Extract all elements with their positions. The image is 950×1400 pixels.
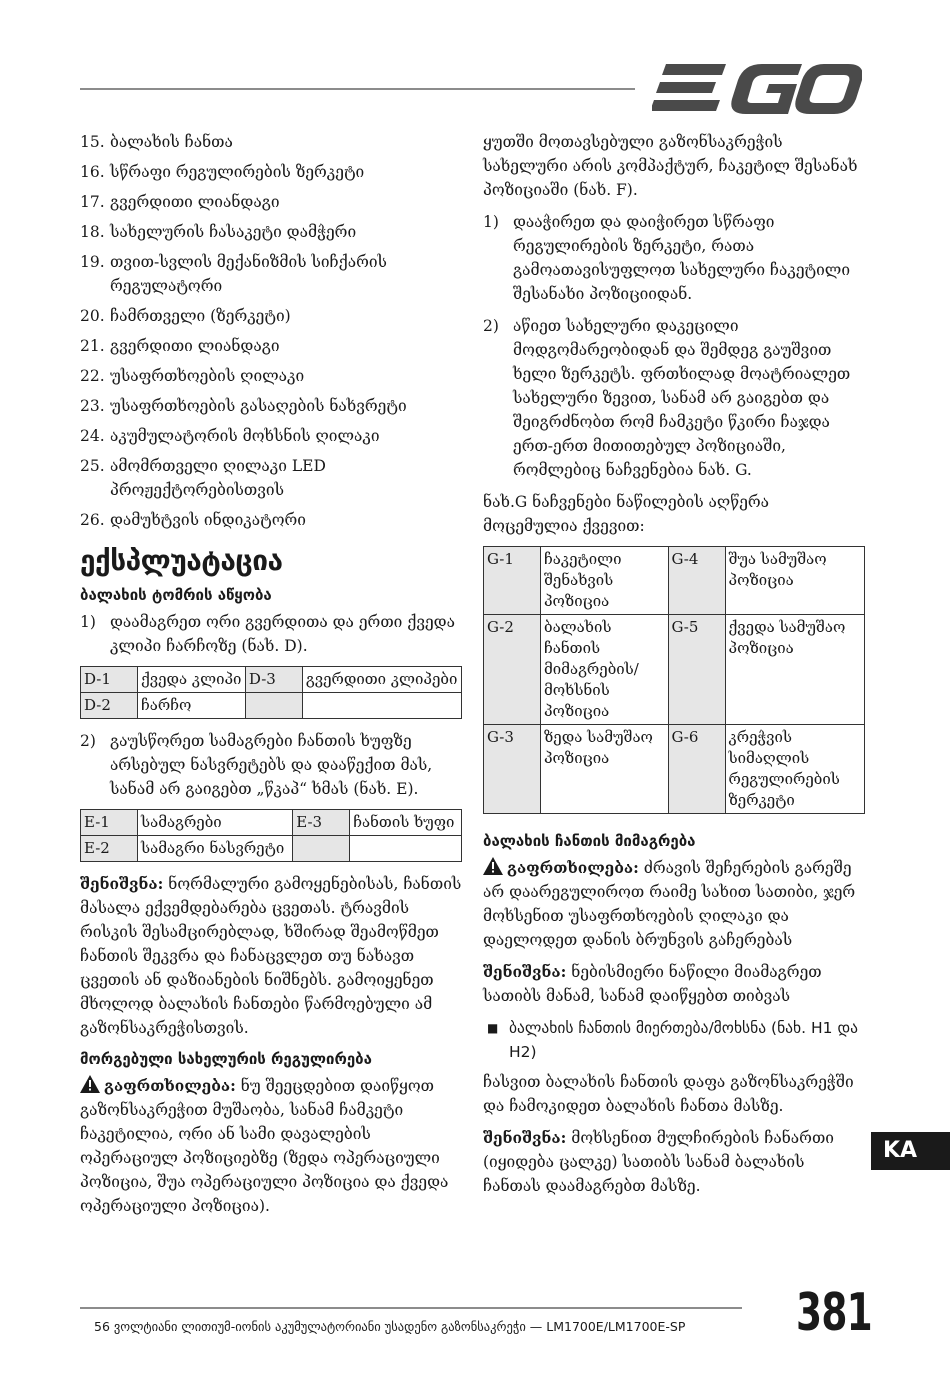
paragraph: ყუთში მოთავსებული გაზონსაკრეჭის სახელური არის კომპაქტურ, ჩაკეტილ შესანახ პოზიციაში (ნახ. F). <box>483 133 858 199</box>
list-item: 22. უსაფრთხოების ღილაკი <box>80 367 305 385</box>
list-item: 17. გვერდითი ლიანდაგი <box>80 193 280 211</box>
list-item: 15. ბალახის ჩანთა <box>80 133 233 151</box>
list-item: 20. ჩამრთველი (ზერკეტი) <box>80 307 291 325</box>
header-rule <box>80 88 635 90</box>
paragraph: ჩასვით ბალახის ჩანთის დაფა გაზონსაკრეჭში და ჩამოკიდეთ ბალახის ჩანთა მასზე. <box>483 1073 854 1115</box>
list-item: 18. სახელურის ჩასაკეტი დამჭერი <box>80 223 357 241</box>
footer-rule <box>80 1307 742 1309</box>
table-row: D-2 ჩარჩო <box>81 693 462 719</box>
list-item: 26. დამუხტვის ინდიკატორი <box>80 511 306 529</box>
warning-icon <box>483 857 503 875</box>
note-paragraph: შენიშვნა: ნებისმიერი ნაწილი მიამაგრეთ სათიბს მანამ, სანამ დაიწყებთ თიბვას <box>483 962 822 1005</box>
ego-logo <box>652 62 862 118</box>
note-paragraph: შენიშვნა: მოხსენით მულჩირების ჩანართი (იყიდება ცალკე) სათიბს სანამ ბალახის ჩანთას დაამაგრებთ მასზე. <box>483 1128 834 1195</box>
right-column <box>483 130 865 1206</box>
list-item: 24. აკუმულატორის მოხსნის ღილაკი <box>80 427 380 445</box>
step-item: 2) გაუსწორეთ სამაგრები ჩანთის ხუფზე არსებულ ნასვრეტებს და დააწექით მას, სანამ არ გაიგებთ „წკაპ“ ხმას (ნახ. E). <box>80 732 433 798</box>
subsection-heading: მორგებული სახელურის რეგულირება <box>80 1050 372 1068</box>
table-intro: ნახ.G ნაჩვენები ნაწილების აღწერა მოცემულია ქვევით: <box>483 493 770 535</box>
subsection-heading: ბალახის ტომრის აწყობა <box>80 586 272 604</box>
table-row: G-3 ზედა სამუშაო პოზიცია G-6 კრეჭვის სიმაღლის რეგულირების ზერკეტი <box>484 725 865 814</box>
footer-text: 56 ვოლტიანი ლითიუმ-იონის აკუმულატორიანი უსადენო გაზონსაკრეჭი — LM1700E/LM1700E-SP <box>94 1319 686 1334</box>
list-item: 21. გვერდითი ლიანდაგი <box>80 337 280 355</box>
figure-e-table <box>80 809 462 862</box>
step-item: 2) აწიეთ სახელური დაკეცილი მოდგომარეობიდან და შემდეგ გაუშვით ხელი ზერკეტს. ფრთხილად მოატრიალეთ სახელური ზევით, სანამ არ გაიგებთ და შეიგრძნობთ რომ ჩამკეტი წკირი ჩაჯდა ერთ-ერთ მითითებულ პოზიციაში, რომლებიც ნაჩვენებია ნახ. G. <box>483 317 851 479</box>
list-item: 16. სწრაფი რეგულირების ზერკეტი <box>80 163 365 181</box>
bullet-icon: ■ <box>487 1021 499 1035</box>
page-number: 381 <box>796 1283 872 1343</box>
figure-d-table <box>80 666 462 719</box>
table-row: G-2 ბალახის ჩანთის მიმაგრების/ მოხსნის პოზიცია G-5 ქვედა სამუშაო პოზიცია <box>484 615 865 725</box>
parts-list <box>80 130 462 532</box>
figure-g-table <box>483 546 865 814</box>
subsection-heading: ბალახის ჩანთის მიმაგრება <box>483 832 696 850</box>
table-row: G-1 ჩაკეტილი შენახვის პოზიცია G-4 შუა სამუშაო პოზიცია <box>484 547 865 615</box>
list-item: 23. უსაფრთხოების გასაღების ნახვრეტი <box>80 397 407 415</box>
step-item: 1) დაამაგრეთ ორი გვერდითა და ერთი ქვედა კლიპი ჩარჩოზე (ნახ. D). <box>80 613 455 655</box>
list-item: 25. ამომრთველი ღილაკი LED პროჟექტორებისთვის <box>80 457 326 499</box>
section-title: ექსპლუატაცია <box>80 544 283 577</box>
list-item: 19. თვით-სვლის მექანიზმის სიჩქარის რეგულატორი <box>80 253 387 295</box>
table-row: D-1 ქვედა კლიპი D-3 გვერდითი კლიპები <box>81 667 462 693</box>
table-row: E-2 სამაგრი ნასვრეტი <box>81 836 462 862</box>
table-row: E-1 სამაგრები E-3 ჩანთის ხუფი <box>81 810 462 836</box>
bullet-item: ■ ბალახის ჩანთის მიერთება/მოხსნა (ნახ. H1 და H2) <box>483 1016 865 1064</box>
language-tab: KA <box>871 1132 950 1170</box>
warning-icon <box>80 1075 100 1093</box>
left-column <box>80 130 462 1226</box>
step-item: 1) დააჭირეთ და დაიჭირეთ სწრაფი რეგულირების ზერკეტი, რათა გამოათავისუფლოთ სახელური ჩაკეტილი შესანახი პოზიციიდან. <box>483 213 851 303</box>
note-paragraph: შენიშვნა: ნორმალური გამოყენებისას, ჩანთის მასალა ექვემდებარება ცვეთას. ტრავმის რისკის შესამცირებლად, ხშირად შეამოწმეთ ჩანთის შეკვრა და ჩანაცვლეთ თუ ნახავთ ცვეთის ან დაზიანების ნიშნებს. გამოიყენეთ მხოლოდ ბალახის ჩანთები წარმოებული ამ გაზონსაკრეჭისთვის. <box>80 874 462 1037</box>
warning-paragraph: გაფრთხილება: ნუ შეეცდებით დაიწყოთ გაზონსაკრეჭით მუშაობა, სანამ ჩამკეტი ჩაკეტილია, ორი ან სამი დავალების ოპერაციულ პოზიციებზე (ზედა ოპერაციული პოზიცია, შუა ოპერაციული პოზიცია და ქვედა ოპერაციული პოზიცია). <box>80 1076 449 1215</box>
warning-paragraph: გაფრთხილება: ძრავის შეჩერების გარეშე არ დაარეგულიროთ რაიმე სახით სათიბი, ჯერ მოხსენით უსაფრთხოების ღილაკი და დაელოდეთ დანის ბრუნვის გაჩერებას <box>483 858 856 949</box>
